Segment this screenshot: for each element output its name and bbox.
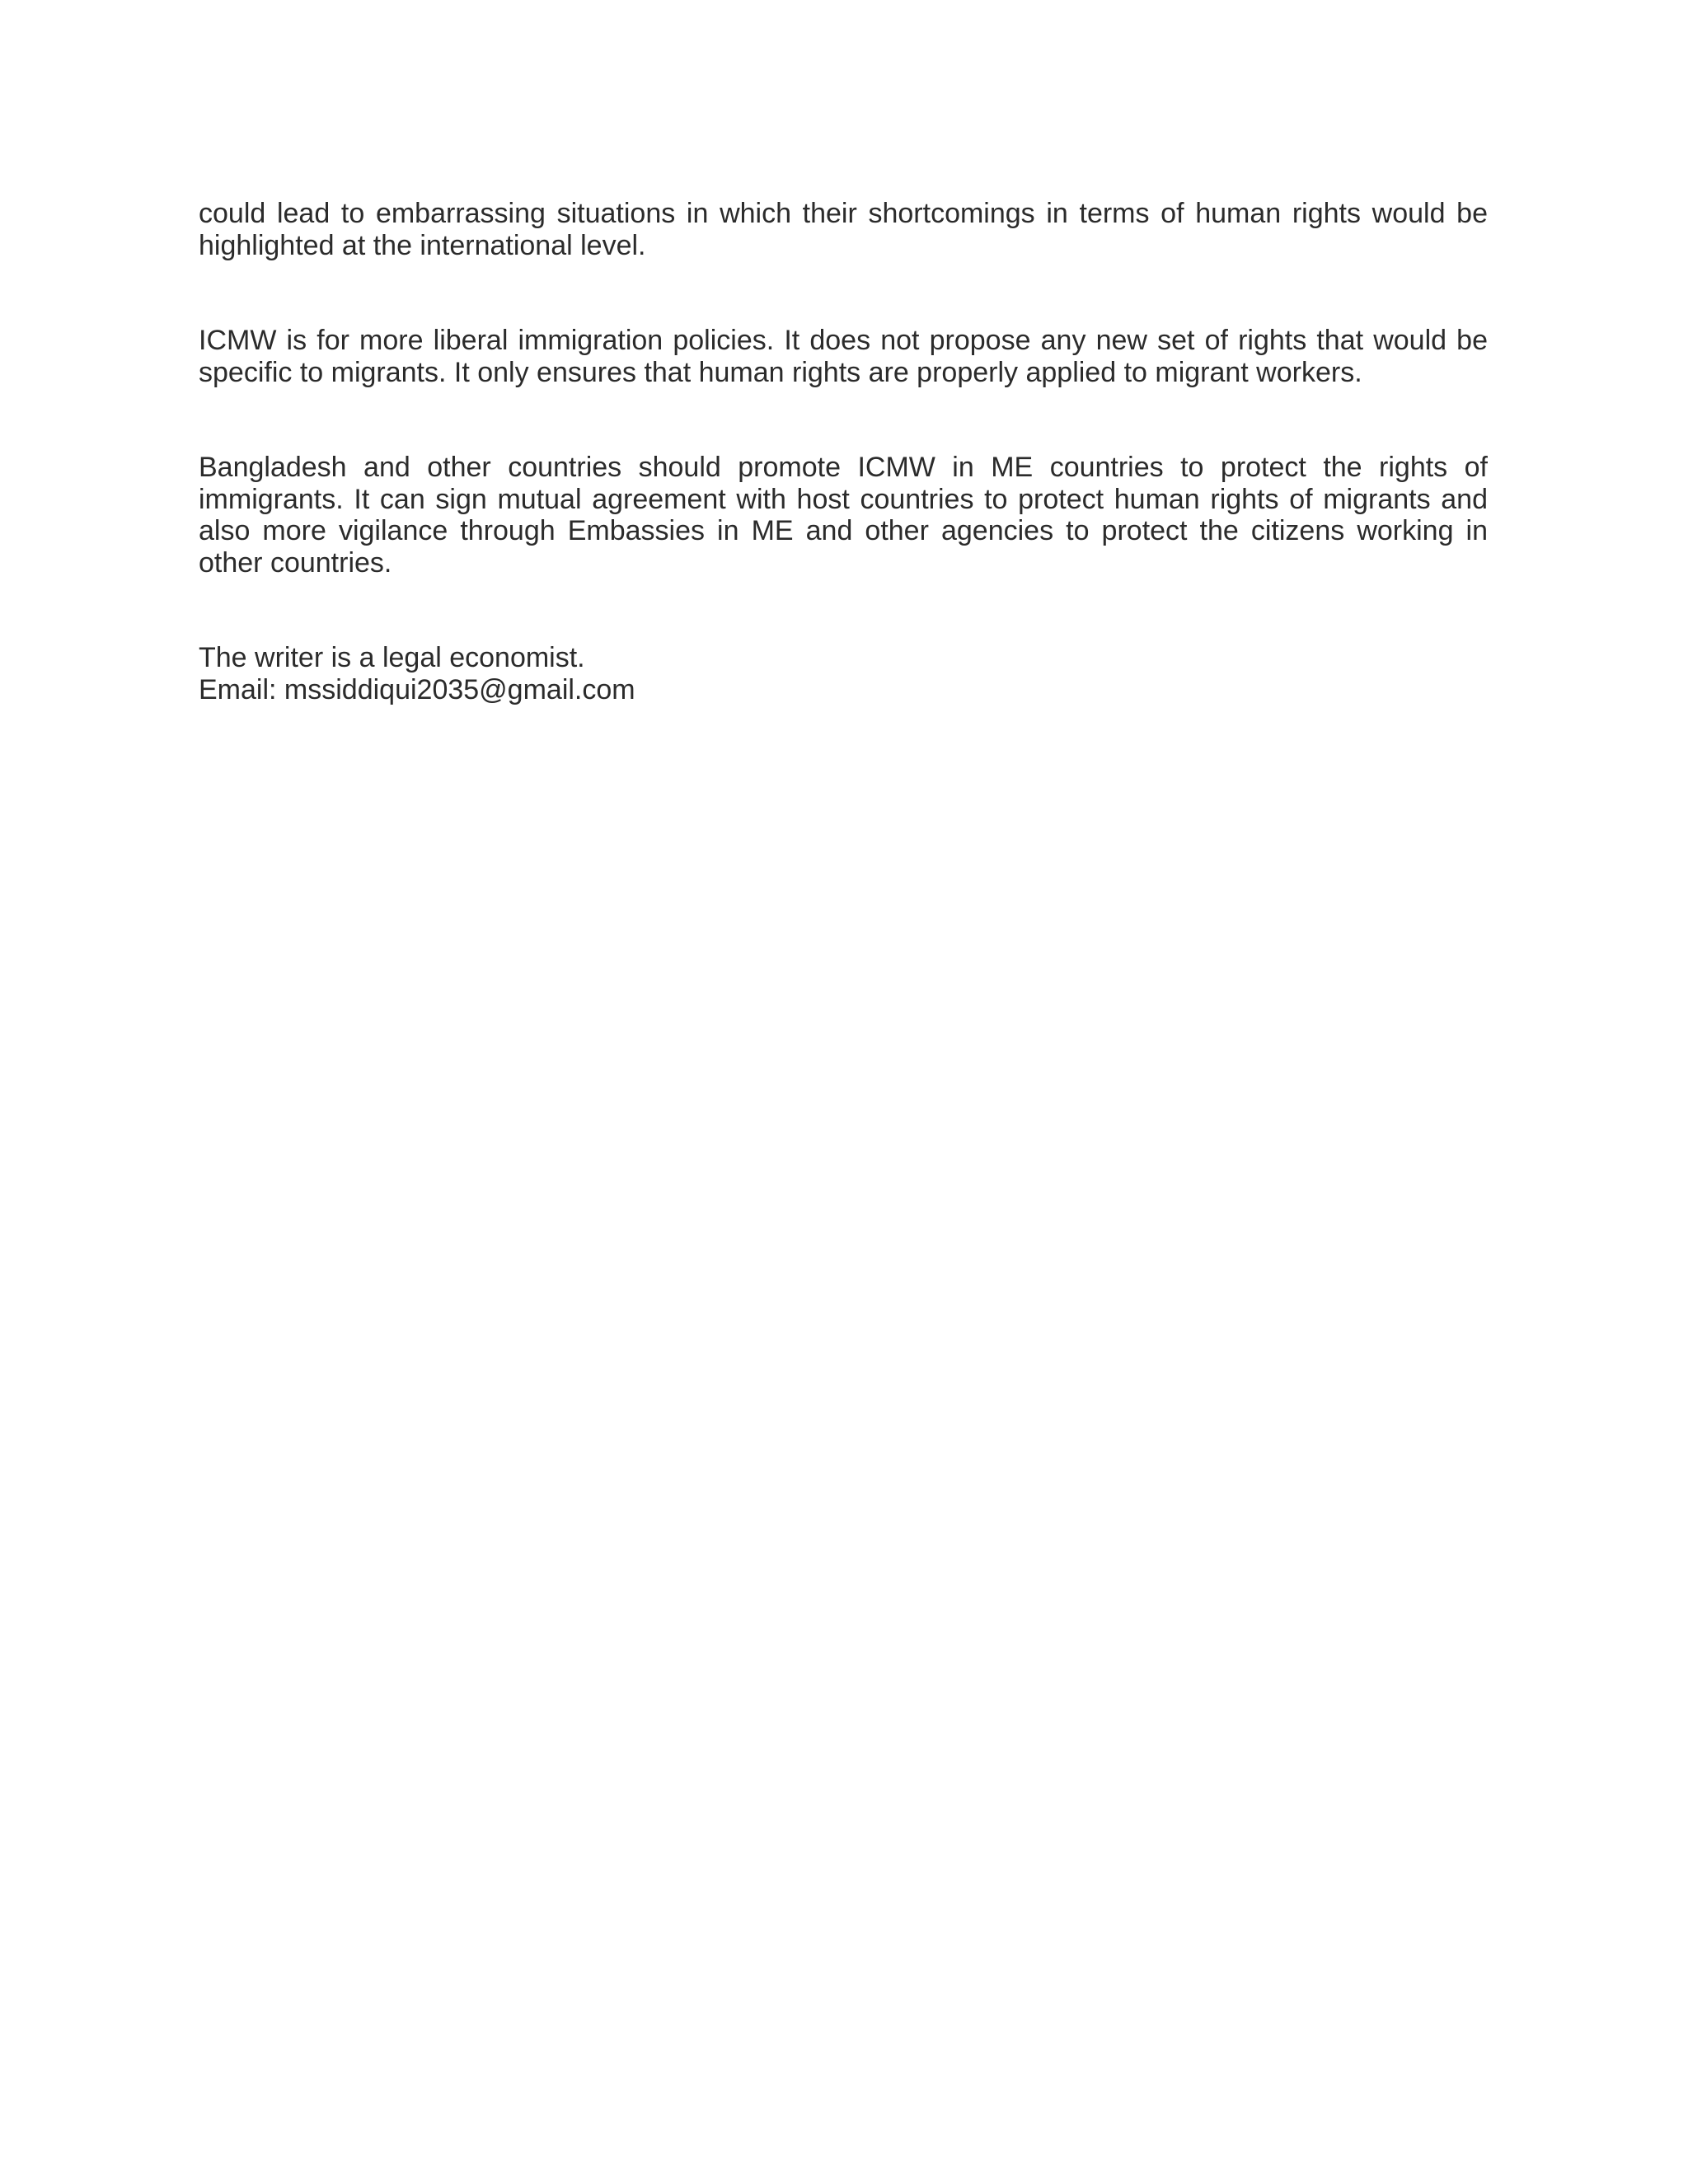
article-body: [199, 198, 1488, 705]
paragraph-bangladesh-promote-icmw: Bangladesh and other countries should promote ICMW in ME countries to protect the rights of immigrants. It can sign mutual agreement with host countries to protect human rights of migrants and also more vigilance through Embassies in ME and other agencies to protect the citizens working in other countries.: [199, 452, 1488, 579]
writer-description: The writer is a legal economist.: [199, 642, 585, 673]
paragraph-icmw-liberal-policies: ICMW is for more liberal immigration policies. It does not propose any new set of rights that would be specific to migrants. It only ensures that human rights are properly applied to migrant workers.: [199, 325, 1488, 388]
author-signature: [199, 642, 1488, 705]
author-email: Email: mssiddiqui2035@gmail.com: [199, 673, 635, 705]
paragraph-human-rights-shortcomings: could lead to embarrassing situations in which their shortcomings in terms of human rights would be highlighted at the international level.: [199, 198, 1488, 261]
